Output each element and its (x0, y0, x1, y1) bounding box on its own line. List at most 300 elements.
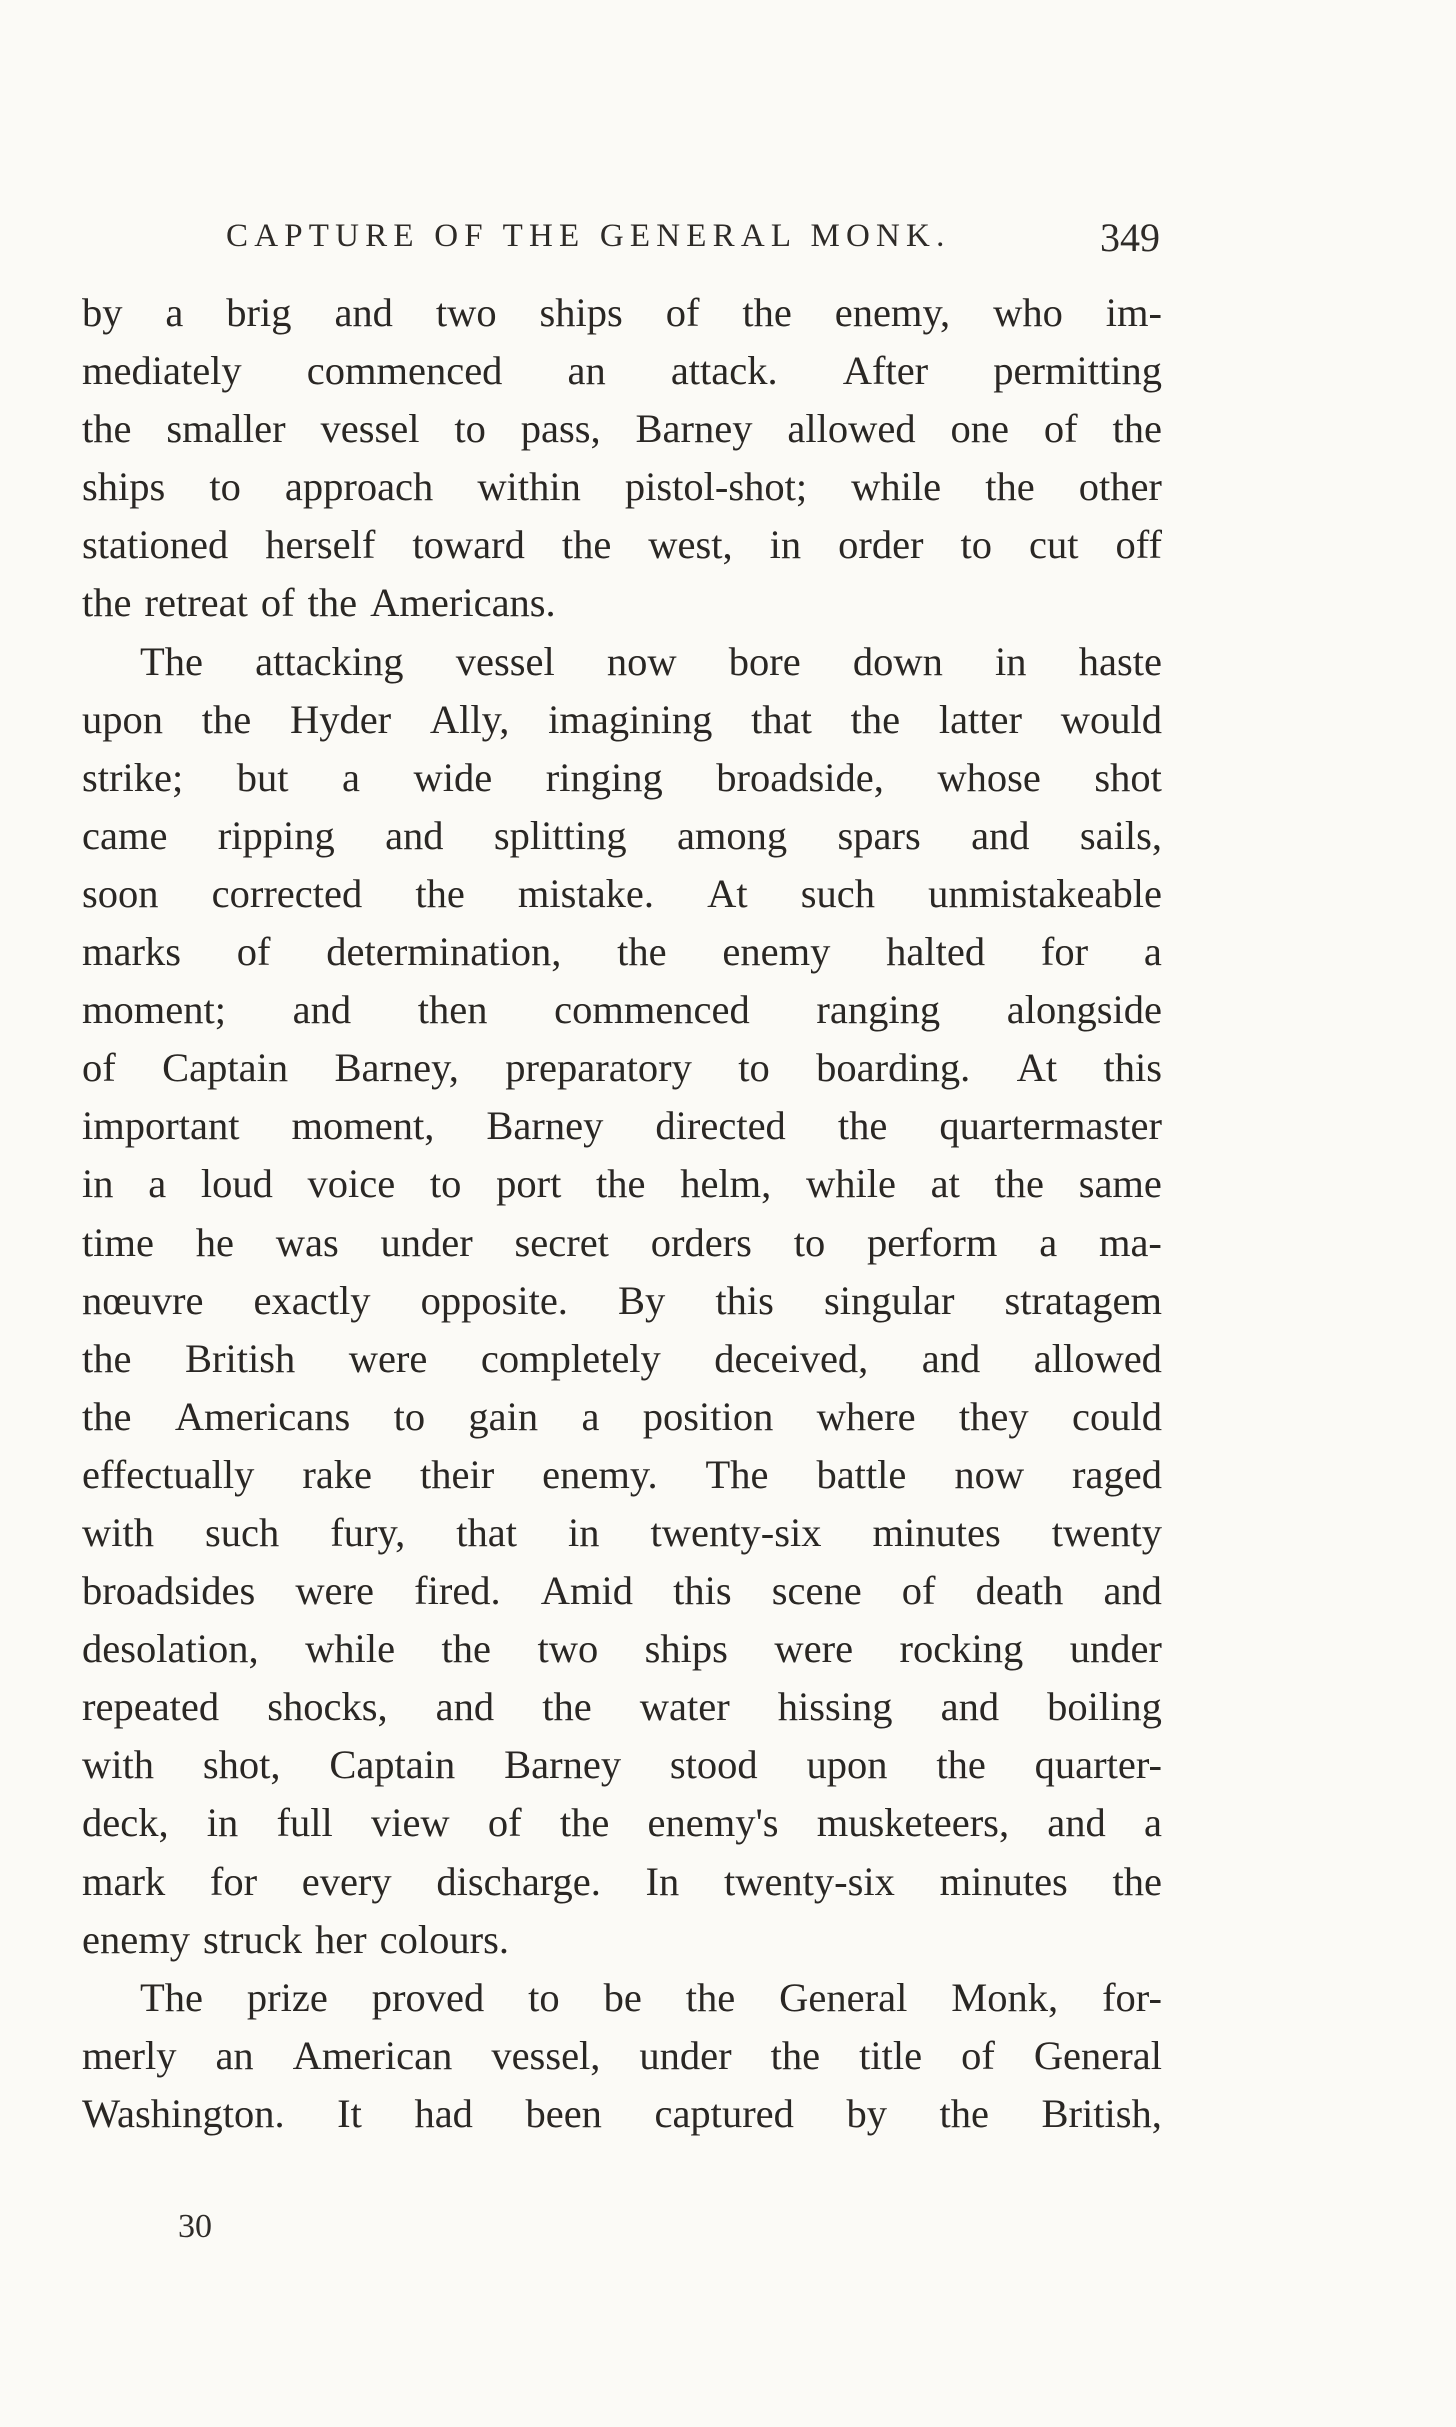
paragraph (82, 1969, 1162, 2143)
word: Barney (635, 406, 753, 452)
word: unmistakeable (928, 870, 1162, 916)
word: imagining (548, 696, 713, 742)
word: and (292, 987, 352, 1033)
word: British, (1041, 2090, 1162, 2136)
word: permitting (993, 348, 1162, 394)
word: to (209, 464, 241, 510)
word: two (537, 1626, 599, 1672)
text-line (82, 923, 1162, 981)
text-line (82, 1736, 1162, 1794)
word: but (236, 754, 289, 800)
word: this (715, 1277, 774, 1323)
word: perform (866, 1219, 998, 1265)
word: for (209, 1858, 258, 1904)
text-line (82, 1446, 1162, 1504)
word: quartermaster (939, 1103, 1162, 1149)
word: Americans (174, 1393, 351, 1439)
word: the (415, 870, 465, 916)
word: in (567, 1509, 600, 1555)
word: with (82, 1742, 155, 1788)
running-head (226, 215, 1160, 278)
word: to (738, 1045, 770, 1091)
word: to (793, 1219, 826, 1265)
word: twenty (1051, 1509, 1162, 1555)
word: nœuvre (82, 1277, 204, 1323)
word: among (676, 812, 788, 858)
text-line (82, 516, 1162, 574)
word: ma- (1098, 1219, 1162, 1265)
word: captured (654, 2090, 794, 2136)
word: quarter- (1034, 1742, 1162, 1788)
word: ranging (816, 987, 941, 1033)
word: the (82, 406, 132, 452)
word: It (337, 2090, 362, 2136)
text-line (82, 691, 1162, 749)
word: broadsides (82, 1568, 256, 1614)
word: and (1047, 1800, 1106, 1846)
word: port (496, 1161, 562, 1207)
word: preparatory (505, 1045, 692, 1091)
text-line (82, 1097, 1162, 1155)
word: singular (823, 1277, 955, 1323)
paragraph (82, 633, 1162, 1969)
word: Amid (540, 1568, 634, 1614)
word: vessel (320, 406, 420, 452)
text-line (82, 1214, 1162, 1272)
word: mistake. (517, 870, 655, 916)
word: musketeers, (816, 1800, 1010, 1846)
word: soon (82, 870, 159, 916)
word: hissing (777, 1684, 893, 1730)
word: ringing (545, 754, 663, 800)
word: in (995, 638, 1027, 684)
word: completely (480, 1335, 661, 1381)
word: At (1016, 1045, 1058, 1091)
word: upon (82, 696, 163, 742)
word: General (1033, 2032, 1162, 2078)
word: determination, (326, 929, 562, 975)
word: enemy's (647, 1800, 779, 1846)
word: marks (82, 929, 181, 975)
word: to (528, 1974, 560, 2020)
word: such (205, 1509, 280, 1555)
word: while (851, 464, 942, 510)
word: to (429, 1161, 462, 1207)
word: that (751, 696, 812, 742)
word: shot (1094, 754, 1162, 800)
word: ships (644, 1626, 728, 1672)
word: were (348, 1335, 428, 1381)
word: then (417, 987, 488, 1033)
word: retreat (144, 580, 248, 626)
word: a (1143, 929, 1162, 975)
word: broadside, (716, 754, 884, 800)
word: by (82, 290, 123, 335)
word: General (779, 1974, 908, 2020)
word: order (838, 522, 924, 568)
word: Captain (329, 1742, 456, 1788)
word: the (685, 1974, 736, 2020)
word: fired. (414, 1568, 501, 1614)
word: cut (1029, 522, 1079, 568)
word: the (559, 1800, 610, 1846)
word: off (1115, 522, 1162, 568)
text-line (82, 981, 1162, 1039)
word: wide (413, 754, 493, 800)
word: now (954, 1451, 1025, 1497)
word: while (805, 1161, 896, 1207)
text-line (82, 574, 1162, 632)
word: ships (82, 464, 166, 510)
word: had (414, 2090, 473, 2136)
word: such (800, 870, 875, 916)
word: to (393, 1393, 426, 1439)
word: ships (539, 290, 623, 335)
word: that (456, 1509, 517, 1555)
word: toward (412, 522, 525, 568)
word: at (930, 1161, 960, 1207)
word: rake (302, 1451, 373, 1497)
word: a (1143, 1800, 1162, 1846)
word: and (385, 812, 444, 858)
word: im- (1105, 290, 1162, 335)
word: Monk, (951, 1974, 1059, 2020)
word: of (961, 2032, 995, 2078)
word: of (665, 290, 700, 335)
word: the (561, 522, 612, 568)
word: title (859, 2032, 923, 2078)
word: secret (514, 1219, 609, 1265)
word: of (901, 1568, 936, 1614)
word: Ally, (429, 696, 510, 742)
word: this (1103, 1045, 1162, 1091)
text-line (82, 1155, 1162, 1213)
word: enemy (722, 929, 831, 975)
word: the (596, 1161, 646, 1207)
word: of (260, 580, 295, 626)
word: discharge. (436, 1858, 601, 1904)
word: the (936, 1742, 986, 1788)
text-line (82, 2085, 1162, 2143)
word: Americans. (370, 580, 556, 626)
word: latter (938, 696, 1023, 742)
word: Barney, (334, 1045, 459, 1091)
word: stood (669, 1742, 758, 1788)
word: west, (648, 522, 733, 568)
text-line (82, 1853, 1162, 1911)
text-line (82, 458, 1162, 516)
word: helm, (680, 1161, 772, 1207)
word: exactly (253, 1277, 371, 1323)
word: deceived, (714, 1335, 869, 1381)
word: every (301, 1858, 392, 1904)
word: a (342, 754, 361, 800)
page-number: 349 (1100, 215, 1160, 260)
word: desolation, (82, 1626, 259, 1672)
word: boarding. (816, 1045, 971, 1091)
word: orders (650, 1219, 752, 1265)
text-line (82, 1969, 1162, 2027)
word: moment, (291, 1103, 435, 1149)
word: they (958, 1393, 1029, 1439)
word: now (606, 638, 677, 684)
word: allowed (787, 406, 916, 452)
word: a (581, 1393, 600, 1439)
word: the (994, 1161, 1045, 1207)
word: approach (284, 464, 434, 510)
word: enemy (82, 1916, 190, 1962)
word: fury, (330, 1509, 406, 1555)
text-line (82, 633, 1162, 691)
word: and (334, 290, 393, 335)
word: water (639, 1684, 730, 1730)
word: their (419, 1451, 495, 1497)
running-title: CAPTURE OF THE GENERAL MONK. (226, 218, 951, 254)
word: where (816, 1393, 916, 1439)
text-line (82, 1330, 1162, 1388)
word: the (307, 580, 358, 626)
word: the (1112, 406, 1162, 452)
word: After (842, 348, 929, 394)
word: the (82, 1393, 132, 1439)
word: the (770, 2032, 821, 2078)
word: the (542, 1684, 592, 1730)
word: whose (937, 754, 1041, 800)
word: were (774, 1626, 854, 1672)
word: halted (886, 929, 986, 975)
word: the (617, 929, 667, 975)
word: this (673, 1568, 732, 1614)
word: her (314, 1916, 367, 1962)
word: splitting (493, 812, 627, 858)
word: struck (202, 1916, 302, 1962)
word: of (1043, 406, 1078, 452)
word: upon (806, 1742, 888, 1788)
word: rocking (899, 1626, 1024, 1672)
word: and (1103, 1568, 1162, 1614)
word: stratagem (1004, 1277, 1162, 1323)
word: shot, (202, 1742, 281, 1788)
word: The (140, 1974, 203, 2020)
word: Barney (504, 1742, 622, 1788)
word: prize (246, 1974, 328, 2020)
word: twenty-six (723, 1858, 895, 1904)
word: for (1040, 929, 1089, 975)
word: pass, (520, 406, 601, 452)
word: death (975, 1568, 1064, 1614)
word: alongside (1006, 987, 1162, 1033)
word: bore (728, 638, 801, 684)
word: The (705, 1451, 769, 1497)
text-line (82, 1562, 1162, 1620)
word: Captain (162, 1045, 289, 1091)
text-line (82, 749, 1162, 807)
word: The (140, 638, 203, 684)
word: stationed (82, 522, 229, 568)
word: attack. (670, 348, 778, 394)
word: would (1060, 696, 1162, 742)
text-line (82, 342, 1162, 400)
text-line (82, 1620, 1162, 1678)
word: gain (468, 1393, 539, 1439)
word: spars (837, 812, 921, 858)
word: an (215, 2032, 254, 2078)
word: in (206, 1800, 239, 1846)
word: a (165, 290, 184, 335)
word: position (642, 1393, 774, 1439)
word: scene (771, 1568, 862, 1614)
word: the (201, 696, 252, 742)
text-line (82, 400, 1162, 458)
text-line (82, 1272, 1162, 1330)
word: In (645, 1858, 680, 1904)
word: of (487, 1800, 522, 1846)
word: British (184, 1335, 296, 1381)
text-line (82, 1794, 1162, 1852)
word: enemy, (834, 290, 951, 335)
word: Barney (486, 1103, 604, 1149)
text-line (82, 284, 1162, 342)
word: an (567, 348, 606, 394)
word: sails, (1079, 812, 1162, 858)
word: Washington. (82, 2090, 285, 2136)
word: mark (82, 1858, 166, 1904)
word: could (1071, 1393, 1162, 1439)
word: were (295, 1568, 374, 1614)
word: while (305, 1626, 396, 1672)
word: by (846, 2090, 887, 2136)
word: allowed (1033, 1335, 1162, 1381)
word: a (148, 1161, 167, 1207)
word: the (82, 580, 132, 626)
word: pistol-shot; (624, 464, 808, 510)
word: who (993, 290, 1063, 335)
word: twenty-six (650, 1509, 822, 1555)
text-line (82, 1504, 1162, 1562)
word: minutes (939, 1858, 1068, 1904)
word: been (525, 2090, 602, 2136)
text-line (82, 807, 1162, 865)
word: came (82, 812, 168, 858)
body-text (82, 284, 1162, 2143)
text-line (82, 865, 1162, 923)
word: view (370, 1800, 450, 1846)
word: commenced (306, 348, 503, 394)
word: voice (307, 1161, 396, 1207)
word: of (236, 929, 271, 975)
word: merly (82, 2032, 177, 2078)
word: to (960, 522, 993, 568)
text-line (82, 1678, 1162, 1736)
word: to (454, 406, 486, 452)
word: American (292, 2032, 453, 2078)
word: mediately (82, 348, 242, 394)
word: haste (1078, 638, 1162, 684)
word: shocks, (267, 1684, 388, 1730)
word: moment; (82, 987, 226, 1033)
word: under (639, 2032, 732, 2078)
word: important (82, 1103, 240, 1149)
word: and (971, 812, 1030, 858)
word: with (82, 1509, 155, 1555)
word: vessel (455, 638, 555, 684)
word: enemy. (542, 1451, 658, 1497)
word: the (441, 1626, 491, 1672)
word: in (82, 1161, 114, 1207)
word: smaller (166, 406, 286, 452)
word: vessel, (491, 2032, 601, 2078)
word: proved (371, 1974, 485, 2020)
word: the (850, 696, 901, 742)
word: repeated (82, 1684, 220, 1730)
word: the (837, 1103, 888, 1149)
text-line (82, 1388, 1162, 1446)
word: colours. (379, 1916, 510, 1962)
word: At (707, 870, 748, 916)
word: of (82, 1045, 116, 1091)
word: in (769, 522, 802, 568)
word: time (82, 1219, 154, 1265)
word: strike; (82, 754, 184, 800)
text-line (82, 1911, 1162, 1969)
word: full (276, 1800, 333, 1846)
text-line (82, 1039, 1162, 1097)
word: be (603, 1974, 642, 2020)
word: and (940, 1684, 1000, 1730)
word: down (852, 638, 943, 684)
signature-mark: 30 (178, 2208, 212, 2245)
word: loud (200, 1161, 273, 1207)
word: raged (1072, 1451, 1162, 1497)
paragraph (82, 284, 1162, 633)
word: under (1069, 1626, 1162, 1672)
word: herself (265, 522, 376, 568)
word: and (921, 1335, 981, 1381)
word: a (1039, 1219, 1058, 1265)
word: and (435, 1684, 495, 1730)
word: other (1078, 464, 1162, 510)
word: ripping (217, 812, 335, 858)
word: the (1112, 1858, 1162, 1904)
word: opposite. (420, 1277, 568, 1323)
word: attacking (255, 638, 404, 684)
word: directed (655, 1103, 786, 1149)
word: was (275, 1219, 339, 1265)
word: he (195, 1219, 234, 1265)
word: minutes (872, 1509, 1001, 1555)
word: By (618, 1277, 666, 1323)
word: same (1078, 1161, 1162, 1207)
word: the (939, 2090, 989, 2136)
word: under (380, 1219, 473, 1265)
text-line (82, 2027, 1162, 2085)
word: for- (1102, 1974, 1162, 2020)
word: the (985, 464, 1035, 510)
word: the (82, 1335, 132, 1381)
word: two (435, 290, 497, 335)
word: corrected (211, 870, 363, 916)
word: commenced (554, 987, 750, 1033)
word: brig (226, 290, 292, 335)
word: Hyder (289, 696, 392, 742)
word: one (950, 406, 1009, 452)
word: battle (816, 1451, 907, 1497)
word: within (477, 464, 581, 510)
word: the (742, 290, 792, 335)
word: effectually (82, 1451, 255, 1497)
word: boiling (1047, 1684, 1162, 1730)
word: deck, (82, 1800, 169, 1846)
